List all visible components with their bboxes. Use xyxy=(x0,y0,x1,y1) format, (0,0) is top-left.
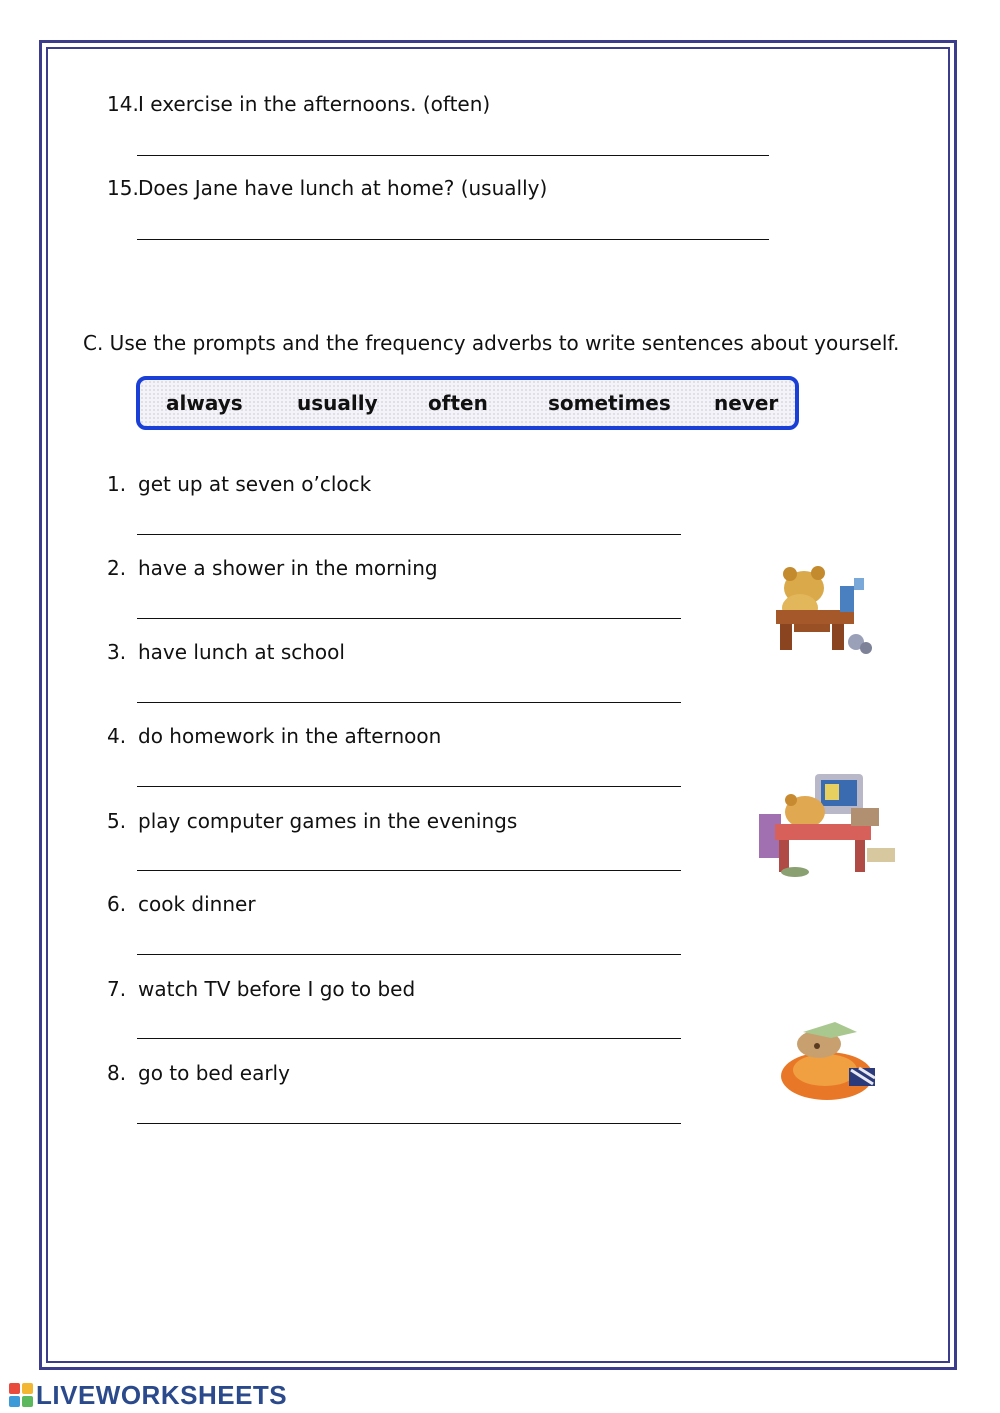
prompt-text: do homework in the afternoon xyxy=(138,724,442,748)
prompt-2 xyxy=(107,556,438,580)
prompt-number: 2. xyxy=(107,556,127,580)
prompt-number: 5. xyxy=(107,809,127,833)
answer-line-8[interactable] xyxy=(137,1123,681,1124)
answer-line-7[interactable] xyxy=(137,1038,681,1039)
prompt-text: have lunch at school xyxy=(138,640,345,664)
prompt-text: watch TV before I go to bed xyxy=(138,977,416,1001)
prompt-number: 3. xyxy=(107,640,127,664)
answer-line-3[interactable] xyxy=(137,702,681,703)
question-text: I exercise in the afternoons. (often) xyxy=(138,92,491,116)
prompt-8 xyxy=(107,1061,290,1085)
answer-line-2[interactable] xyxy=(137,618,681,619)
question-number: 15. xyxy=(107,176,139,200)
prompt-text: have a shower in the morning xyxy=(138,556,438,580)
adverb-sometimes: sometimes xyxy=(548,391,671,415)
question-14 xyxy=(107,92,490,116)
question-number: 14. xyxy=(107,92,139,116)
prompt-text: go to bed early xyxy=(138,1061,290,1085)
question-text: Does Jane have lunch at home? (usually) xyxy=(138,176,548,200)
prompt-number: 7. xyxy=(107,977,127,1001)
adverb-often: often xyxy=(428,391,488,415)
prompt-7 xyxy=(107,977,415,1001)
prompt-text: play computer games in the evenings xyxy=(138,809,518,833)
prompt-6 xyxy=(107,892,256,916)
liveworksheets-logo-icon xyxy=(8,1382,34,1408)
sleeping-bear-illustration xyxy=(775,1018,885,1104)
prompt-number: 4. xyxy=(107,724,127,748)
prompt-number: 8. xyxy=(107,1061,127,1085)
adverb-always: always xyxy=(166,391,243,415)
prompt-5 xyxy=(107,809,517,833)
adverb-never: never xyxy=(714,391,779,415)
answer-line-5[interactable] xyxy=(137,870,681,871)
bear-at-desk-illustration xyxy=(770,560,876,658)
liveworksheets-brand[interactable] xyxy=(8,1381,287,1409)
page-border-inner xyxy=(46,47,950,1363)
answer-line-15[interactable] xyxy=(137,239,769,240)
adverb-usually: usually xyxy=(297,391,378,415)
bear-computer-illustration xyxy=(755,768,900,880)
prompt-1 xyxy=(107,472,371,496)
prompt-3 xyxy=(107,640,345,664)
section-c-instruction: C. Use the prompts and the frequency adverbs to write sentences about yourself. xyxy=(83,331,900,355)
question-15 xyxy=(107,176,547,200)
answer-line-14[interactable] xyxy=(137,155,769,156)
prompt-text: get up at seven o’clock xyxy=(138,472,372,496)
prompt-number: 6. xyxy=(107,892,127,916)
prompt-4 xyxy=(107,724,441,748)
prompt-text: cook dinner xyxy=(138,892,256,916)
answer-line-1[interactable] xyxy=(137,534,681,535)
answer-line-6[interactable] xyxy=(137,954,681,955)
answer-line-4[interactable] xyxy=(137,786,681,787)
prompt-number: 1. xyxy=(107,472,127,496)
brand-name: LIVEWORKSHEETS xyxy=(36,1379,288,1410)
